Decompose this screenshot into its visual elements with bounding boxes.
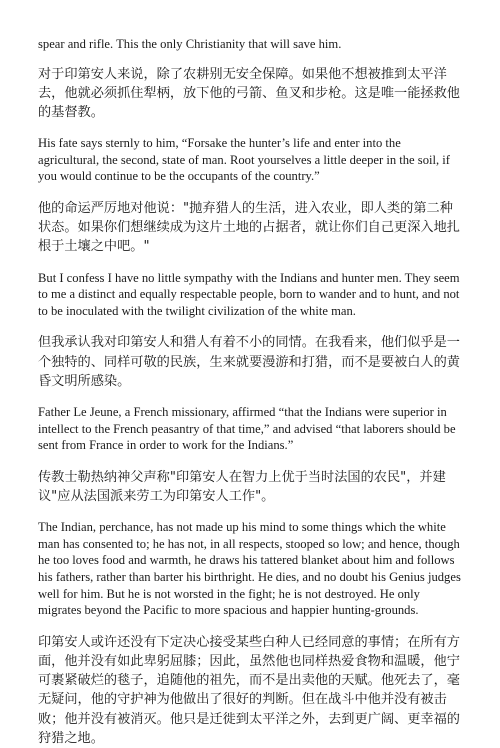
- paragraph-zh-1: 对于印第安人来说，除了农耕别无安全保障。如果他不想被推到太平洋去，他就必须抓住犁柄，放下他的弓箭、鱼叉和步枪。这是唯一能拯救他的基督教。: [38, 66, 460, 120]
- paragraph-zh-5: 印第安人或许还没有下定决心接受某些白种人已经同意的事情；在所有方面，他并没有如此卑躬屈膝；因此，虽然他也同样热爱食物和温暖，他宁可裹紧破烂的毯子，追随他的祖先，而不是出卖他的天赋。他死去了，毫无疑问，他的守护神为他做出了很好的判断。但在战斗中他并没有被击败；他并没有被消灭。他只是迁徙到太平洋之外，去到更广阔、更幸福的狩猎之地。: [38, 634, 460, 746]
- paragraph-en-4: Father Le Jeune, a French missionary, affirmed “that the Indians were superior in intellect to the French peasantry of that time,” and advised “that laborers should be sent from France in order to work for the Indians.”: [38, 404, 456, 453]
- paragraph-zh-3: 但我承认我对印第安人和猎人有着不小的同情。在我看来，他们似乎是一个独特的、同样可敬的民族，生来就要漫游和打猎，而不是要被白人的黄昏文明所感染。: [38, 335, 460, 389]
- paragraph-zh-2: 他的命运严厉地对他说："抛弃猎人的生活，进入农业，即人类的第二种状态。如果你们想继续成为这片土地的占据者，就让你们自己更深入地扎根于土壤之中吧。": [38, 200, 460, 255]
- paragraph-en-3: But I confess I have no little sympathy with the Indians and hunter men. They seem to me a distinct and equally respectable people, born to wander and to hunt, and not to be inoculated with the twilight civilization of the white man.: [38, 270, 460, 318]
- paragraph-en-2: His fate says sternly to him, “Forsake the hunter’s life and enter into the agricultural, the second, state of man. Root yourselves a little deeper in the soil, if you would continue to be the occupants of the country.”: [38, 136, 450, 184]
- paragraph-zh-4: 传教士勒热纳神父声称"印第安人在智力上优于当时法国的农民"，并建议"应从法国派来劳工为印第安人工作"。: [38, 469, 446, 504]
- paragraph-en-1: spear and rifle. This the only Christianity that will save him.: [38, 37, 342, 51]
- paragraph-en-5: The Indian, perchance, has not made up his mind to some things which the white man has consented to; he has not, in all respects, stooped so low; and hence, though he too loves food and warmth, he draws his tattered blanket about him and follows his fathers, rather than barter his birthright. He dies, and no doubt his Genius judges well for him. But he is not worsted in the fight; he is not destroyed. He only migrates beyond the Pacific to more spacious and happier hunting-grounds.: [38, 520, 461, 618]
